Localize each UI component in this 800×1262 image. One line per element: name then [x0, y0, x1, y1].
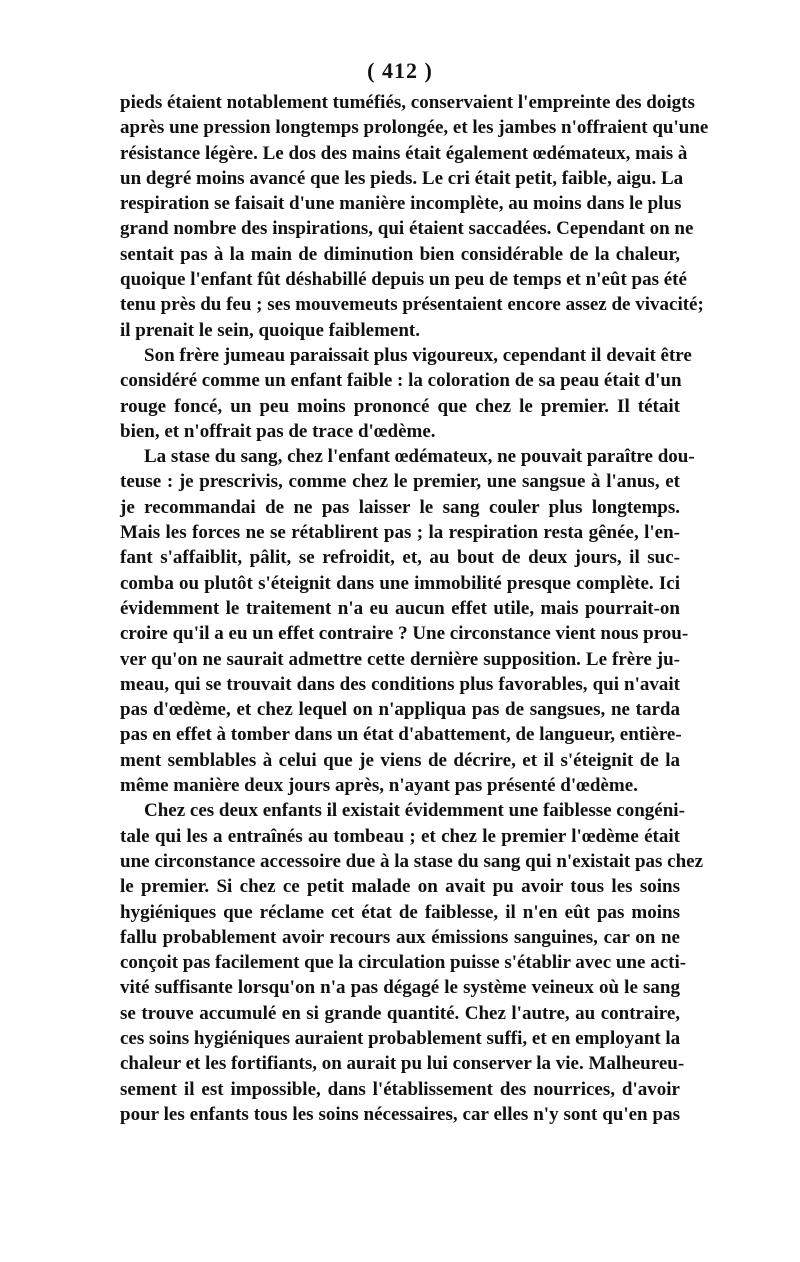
text-line: chaleur et les fortifiants, on aurait pu lui conserver la vie. Malheureu-: [120, 1053, 685, 1075]
text-line: teuse : je prescrivis, comme chez le premier, une sangsue à l'anus, et: [120, 471, 680, 493]
text-line: La stase du sang, chez l'enfant œdémateux, ne pouvait paraître dou-: [144, 446, 695, 468]
text-line: Son frère jumeau paraissait plus vigoureux, cependant il devait être: [144, 344, 692, 366]
paragraph: [120, 90, 709, 343]
text-line: meau, qui se trouvait dans des conditions plus favorables, qui n'avait: [120, 673, 680, 695]
text-line: un degré moins avancé que les pieds. Le cri était petit, faible, aigu. La: [120, 167, 684, 189]
text-line: conçoit pas facilement que la circulation puisse s'établir avec une acti-: [120, 952, 687, 974]
text-line: pour les enfants tous les soins nécessaires, car elles n'y sont qu'en pas: [120, 1103, 680, 1125]
page-number: ( 412 ): [367, 58, 433, 83]
paragraph: [120, 798, 704, 1127]
text-line: tenu près du feu ; ses mouvemeuts présentaient encore assez de vivacité;: [120, 294, 704, 316]
text-line: ver qu'on ne saurait admettre cette dernière supposition. Le frère ju-: [120, 648, 680, 670]
text-line: quoique l'enfant fût déshabillé depuis un peu de temps et n'eût pas été: [120, 269, 687, 291]
text-line: après une pression longtemps prolongée, et les jambes n'offraient qu'une: [120, 117, 709, 139]
text-line: évidemment le traitement n'a eu aucun effet utile, mais pourrait-on: [120, 597, 680, 619]
text-line: considéré comme un enfant faible : la coloration de sa peau était d'un: [120, 370, 682, 392]
text-line: bien, et n'offrait pas de trace d'œdème.: [120, 420, 436, 442]
text-line: vité suffisante lorsqu'on n'a pas dégagé le système veineux où le sang: [120, 977, 680, 999]
text-line: fallu probablement avoir recours aux émissions sanguines, car on ne: [120, 926, 680, 948]
text-line: pas d'œdème, et chez lequel on n'appliqua pas de sangsues, ne tarda: [120, 699, 680, 721]
text-line: respiration se faisait d'une manière incomplète, au moins dans le plus: [120, 193, 682, 215]
text-line: pas en effet à tomber dans un état d'abattement, de langueur, entière-: [120, 724, 682, 746]
text-line: grand nombre des inspirations, qui étaient saccadées. Cependant on ne: [120, 218, 694, 240]
text-line: une circonstance accessoire due à la stase du sang qui n'existait pas chez: [120, 850, 704, 872]
text-line: le premier. Si chez ce petit malade on avait pu avoir tous les soins: [120, 876, 680, 898]
text-line: sement il est impossible, dans l'établissement des nourrices, d'avoir: [120, 1078, 680, 1100]
text-line: ces soins hygiéniques auraient probablement suffi, et en employant la: [120, 1027, 681, 1049]
text-line: il prenait le sein, quoique faiblement.: [120, 319, 420, 341]
text-line: résistance légère. Le dos des mains était également œdémateux, mais à: [120, 142, 688, 164]
text-line: tale qui les a entraînés au tombeau ; et chez le premier l'œdème était: [120, 825, 680, 847]
text-line: fant s'affaiblit, pâlit, se refroidit, et, au bout de deux jours, il suc-: [120, 547, 680, 569]
text-line: même manière deux jours après, n'ayant pas présenté d'œdème.: [120, 775, 638, 797]
text-line: hygiéniques que réclame cet état de faiblesse, il n'en eût pas moins: [120, 901, 680, 923]
text-line: rouge foncé, un peu moins prononcé que chez le premier. Il tétait: [120, 395, 680, 417]
text-line: comba ou plutôt s'éteignit dans une immobilité presque complète. Ici: [120, 572, 680, 594]
paragraph: [120, 444, 695, 798]
paragraph: [120, 343, 692, 444]
text-line: pieds étaient notablement tuméfiés, conservaient l'empreinte des doigts: [120, 92, 695, 113]
text-line: croire qu'il a eu un effet contraire ? Une circonstance vient nous prou-: [120, 623, 689, 645]
text-line: je recommandai de ne pas laisser le sang couler plus longtemps.: [120, 496, 680, 518]
body-text: [120, 90, 709, 1127]
text-line: ment semblables à celui que je viens de décrire, et il s'éteignit de la: [120, 749, 680, 771]
text-line: Mais les forces ne se rétablirent pas ; la respiration resta gênée, l'en-: [120, 522, 680, 544]
text-line: se trouve accumulé en si grande quantité. Chez l'autre, au contraire,: [120, 1002, 680, 1024]
text-line: Chez ces deux enfants il existait évidemment une faiblesse congéni-: [144, 800, 685, 822]
text-line: sentait pas à la main de diminution bien considérable de la chaleur,: [120, 243, 680, 265]
